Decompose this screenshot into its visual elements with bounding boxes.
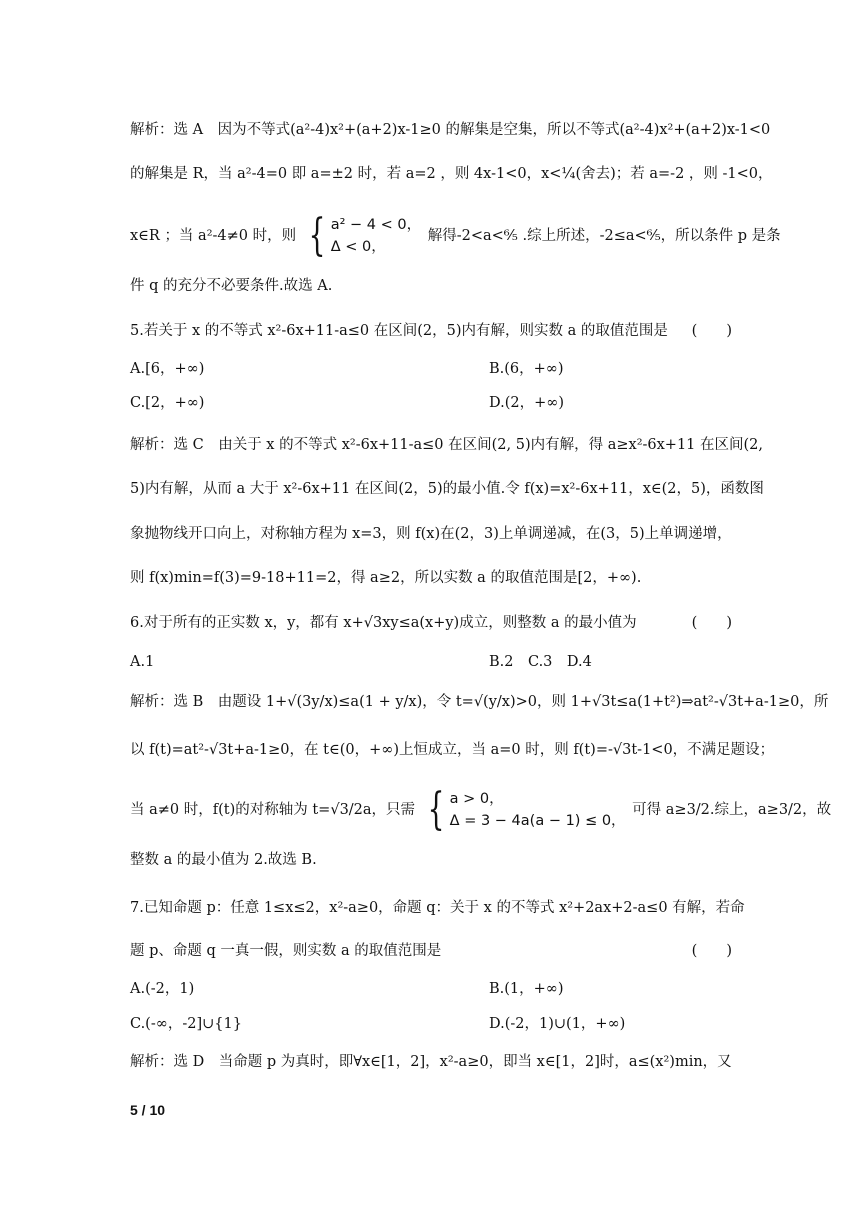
equation-system [303, 210, 422, 261]
answer-blank: ( ) [691, 943, 732, 959]
text-line: 5)内有解，从而 a 大于 x²-6x+11 在区间(2，5)的最小值.令 f(x)=x²-6x+11，x∈(2，5)，函数图 [130, 481, 764, 497]
text-line: 的解集是 R，当 a²-4=0 即 a=±2 时，若 a=2 ，则 4x-1<0，x<¼(舍去)；若 a=-2 ，则 -1<0， [130, 166, 773, 182]
question-line [130, 321, 732, 341]
option-bcd: B.2 C.3 D.4 [489, 654, 592, 670]
question-text: 5.若关于 x 的不等式 x²-6x+11-a≤0 在区间(2，5)内有解，则实数 a 的取值范围是 [130, 323, 668, 339]
option-a: A.1 [130, 654, 155, 670]
system-row: Δ < 0， [330, 239, 386, 255]
option-d: D.(-2，1)∪(1，+∞) [489, 1016, 626, 1032]
option-b: B.(6，+∞) [489, 361, 564, 377]
options-row [130, 1014, 626, 1034]
text-line-with-system [130, 210, 781, 261]
text-line-with-system [130, 784, 832, 835]
option-a: A.(-2，1) [130, 981, 195, 997]
text-line: 件 q 的充分不必要条件.故选 A. [130, 278, 333, 294]
question-line [130, 941, 732, 961]
text-segment: 可得 a≥3/2.综上，a≥3/2，故 [632, 802, 832, 818]
text-line: 解析：选 B 由题设 1+√(3y/x)≤a(1 + y/x)，令 t=√(y/x)>0，则 1+√3t≤a(1+t²)⇒at²-√3t+a-1≥0，所 [130, 694, 829, 710]
option-c: C.(-∞，-2]∪{1} [130, 1016, 242, 1032]
options-row [130, 979, 564, 999]
system-row: a > 0， [449, 791, 504, 807]
text-line: 则 f(x)min=f(3)=9-18+11=2，得 a≥2，所以实数 a 的取值范围是[2，+∞). [130, 570, 642, 586]
answer-blank: ( ) [691, 323, 732, 339]
option-c: C.[2，+∞) [130, 395, 205, 411]
left-brace-glyph: { [427, 784, 445, 835]
system-row: a² − 4 < 0， [330, 217, 422, 233]
text-segment: 当 a≠0 时，f(t)的对称轴为 t=√3/2a，只需 [130, 802, 416, 818]
answer-blank: ( ) [691, 615, 732, 631]
text-segment: x∈R ；当 a²-4≠0 时，则 [130, 228, 297, 244]
system-row: Δ = 3 − 4a(a − 1) ≤ 0， [449, 813, 626, 829]
equation-system [422, 784, 626, 835]
text-line: 7.已知命题 p：任意 1≤x≤2，x²-a≥0，命题 q：关于 x 的不等式 x²+2ax+2-a≤0 有解，若命 [130, 900, 745, 916]
option-b: B.(1，+∞) [489, 981, 564, 997]
question-text: 6.对于所有的正实数 x，y，都有 x+√3xy≤a(x+y)成立，则整数 a 的最小值为 [130, 615, 637, 631]
options-row [130, 652, 592, 672]
option-a: A.[6，+∞) [130, 361, 205, 377]
question-line [130, 613, 732, 633]
options-row [130, 393, 564, 413]
text-segment: 解得-2<a<⁶⁄₅ .综上所述，-2≤a<⁶⁄₅，所以条件 p 是条 [427, 228, 781, 244]
question-text: 题 p、命题 q 一真一假，则实数 a 的取值范围是 [130, 943, 442, 959]
option-d: D.(2，+∞) [489, 395, 564, 411]
text-line: 解析：选 A 因为不等式(a²-4)x²+(a+2)x-1≥0 的解集是空集，所以不等式(a²-4)x²+(a+2)x-1<0 [130, 122, 771, 138]
options-row [130, 359, 564, 379]
text-line: 以 f(t)=at²-√3t+a-1≥0，在 t∈(0，+∞)上恒成立，当 a=0 时，则 f(t)=-√3t-1<0，不满足题设； [130, 742, 775, 758]
text-line: 解析：选 C 由关于 x 的不等式 x²-6x+11-a≤0 在区间(2, 5)内有解，得 a≥x²-6x+11 在区间(2, [130, 437, 764, 453]
text-line: 解析：选 D 当命题 p 为真时，即∀x∈[1，2]，x²-a≥0，即当 x∈[1，2]时，a≤(x²)min，又 [130, 1054, 732, 1070]
page-number: 5 / 10 [130, 1102, 166, 1118]
text-line: 整数 a 的最小值为 2.故选 B. [130, 852, 317, 868]
left-brace-glyph: { [308, 210, 326, 261]
text-line: 象抛物线开口向上，对称轴方程为 x=3，则 f(x)在(2，3)上单调递减，在(3，5)上单调递增， [130, 526, 732, 542]
